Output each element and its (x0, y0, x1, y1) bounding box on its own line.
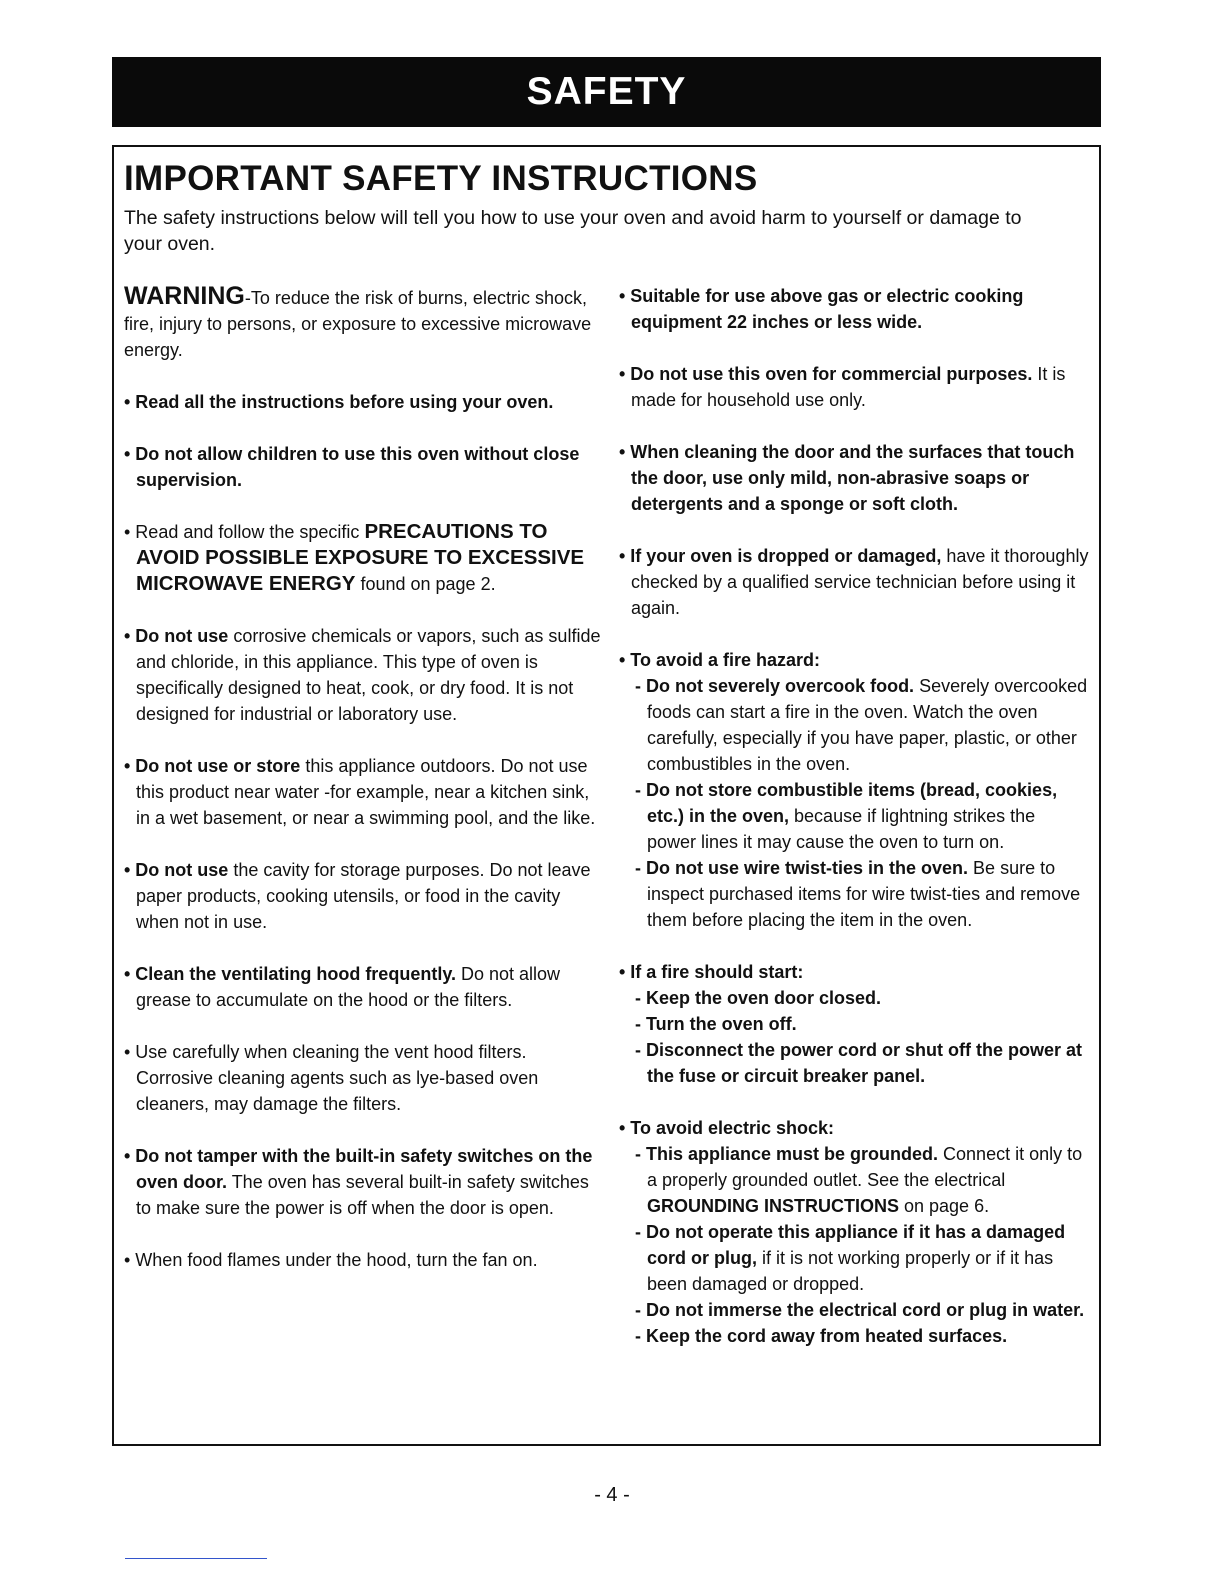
list-item: • If a fire should start: (619, 962, 804, 982)
list-item: • Do not tamper with the built-in safety switches on the oven door. The oven has several built-in safety switches to make sure the power is off when the door is open. (124, 1146, 593, 1218)
list-item: • Do not allow children to use this oven without close supervision. (124, 444, 580, 490)
list-item: • Do not use this oven for commercial purposes. It is made for household use only. (619, 364, 1066, 410)
fire-start-section (619, 959, 1089, 1089)
list-item: • Clean the ventilating hood frequently. Do not allow grease to accumulate on the hood or the filters. (124, 964, 561, 1010)
list-item: • When cleaning the door and the surfaces that touch the door, use only mild, non-abrasive soaps or detergents and a sponge or soft cloth. (619, 442, 1075, 514)
left-column (124, 283, 604, 1273)
list-item: • Do not use the cavity for storage purposes. Do not leave paper products, cooking utensils, or food in the cavity when not in use. (124, 860, 591, 932)
list-item: • Read and follow the specific PRECAUTIONS TO AVOID POSSIBLE EXPOSURE TO EXCESSIVE MICROWAVE ENERGY found on page 2. (124, 520, 585, 595)
page-title: IMPORTANT SAFETY INSTRUCTIONS (124, 159, 758, 198)
intro-text: The safety instructions below will tell you how to use your oven and avoid harm to yourself or damage to your oven. (124, 207, 1022, 255)
sub-item: - Keep the oven door closed. (635, 988, 882, 1008)
sub-item: - Do not use wire twist-ties in the oven. Be sure to inspect purchased items for wire twist-ties and remove them before placing the item in the oven. (635, 858, 1081, 930)
fire-hazard-section (619, 647, 1089, 933)
sub-item: - Disconnect the power cord or shut off the power at the fuse or circuit breaker panel. (635, 1040, 1083, 1086)
sub-item: - This appliance must be grounded. Connect it only to a properly grounded outlet. See the electrical GROUNDING INSTRUCTIONS on page 6. (635, 1144, 1083, 1216)
list-item: • To avoid electric shock: (619, 1118, 835, 1138)
sub-item: - Keep the cord away from heated surfaces. (635, 1326, 1008, 1346)
list-item: • Do not use corrosive chemicals or vapors, such as sulfide and chloride, in this appliance. This type of oven is specifically designed to heat, cook, or dry food. It is not designed for industrial or laboratory use. (124, 626, 601, 724)
sub-item: - Turn the oven off. (635, 1014, 797, 1034)
sub-item: - Do not operate this appliance if it has a damaged cord or plug, if it is not working properly or if it has been damaged or dropped. (635, 1222, 1066, 1294)
section-banner: SAFETY (112, 57, 1101, 127)
warning-paragraph: WARNING-To reduce the risk of burns, electric shock, fire, injury to persons, or exposure to excessive microwave energy. (124, 282, 592, 360)
electric-shock-section (619, 1115, 1089, 1349)
page-number: - 4 - (594, 1484, 630, 1506)
footer-rule (125, 1558, 267, 1559)
safety-instructions-box (112, 145, 1101, 1446)
sub-item: - Do not severely overcook food. Severely overcooked foods can start a fire in the oven. Watch the oven carefully, especially if you have paper, plastic, or other combustibles in the oven. (635, 676, 1088, 774)
list-item: • To avoid a fire hazard: (619, 650, 821, 670)
list-item: • Read all the instructions before using your oven. (124, 392, 554, 412)
list-item: • Do not use or store this appliance outdoors. Do not use this product near water -for example, near a kitchen sink, in a wet basement, or near a swimming pool, and the like. (124, 756, 596, 828)
sub-item: - Do not immerse the electrical cord or plug in water. (635, 1300, 1085, 1320)
list-item: • Use carefully when cleaning the vent hood filters. Corrosive cleaning agents such as lye-based oven cleaners, may damage the filters. (124, 1042, 539, 1114)
warning-label: WARNING (124, 282, 245, 310)
sub-item: - Do not store combustible items (bread, cookies, etc.) in the oven, because if lightning strikes the power lines it may cause the oven to turn on. (635, 780, 1058, 852)
list-item: • When food flames under the hood, turn the fan on. (124, 1250, 538, 1270)
list-item: • If your oven is dropped or damaged, have it thoroughly checked by a qualified service technician before using it again. (619, 546, 1089, 618)
right-column (619, 283, 1089, 1349)
list-item: • Suitable for use above gas or electric cooking equipment 22 inches or less wide. (619, 286, 1024, 332)
